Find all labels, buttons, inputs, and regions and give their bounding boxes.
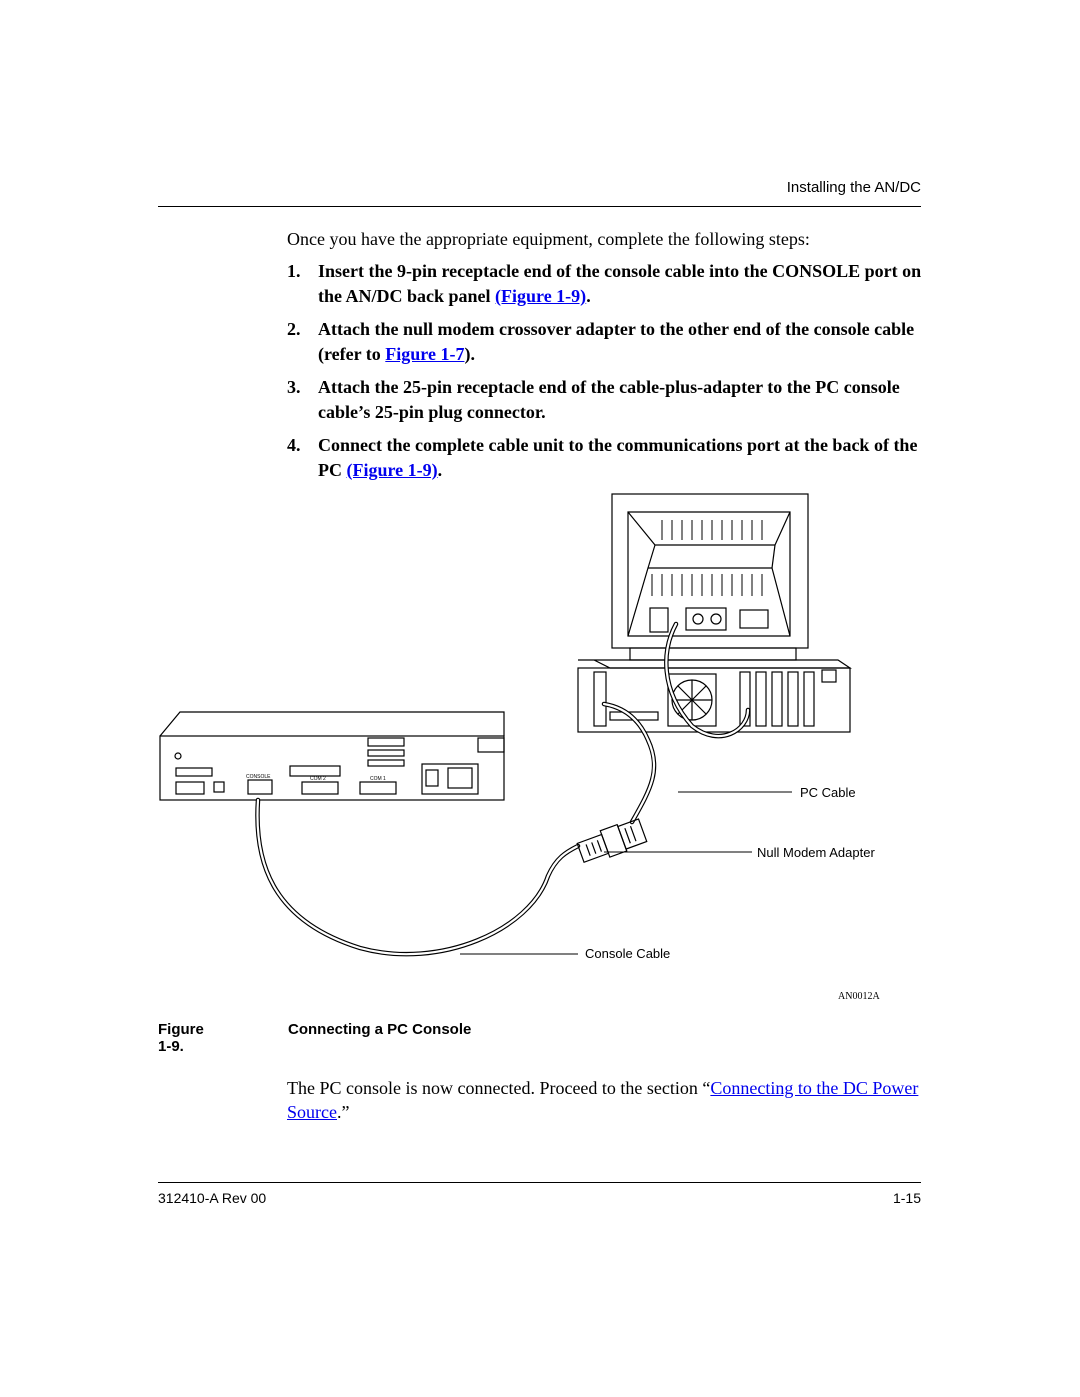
- doc-number: 312410-A Rev 00: [158, 1190, 267, 1206]
- caption-number: Figure 1-9.: [158, 1021, 204, 1055]
- intro-paragraph: Once you have the appropriate equipment, complete the following steps:: [287, 229, 810, 249]
- step-item: [287, 259, 927, 309]
- step-text: Attach the null modem crossover adapter to the other end of the console cable (refer to: [318, 319, 915, 364]
- step-text: Connect the complete cable unit to the communications port at the back of the PC: [318, 435, 918, 480]
- null-modem-label: Null Modem Adapter: [757, 845, 875, 860]
- andc-device-icon: [160, 712, 504, 800]
- console-cable-label: Console Cable: [585, 946, 671, 961]
- null-modem-adapter-icon: [576, 817, 648, 866]
- step-list: [287, 259, 927, 491]
- step-number: 4.: [287, 435, 301, 455]
- figure-link[interactable]: (Figure 1-9): [495, 286, 587, 306]
- console-port-label: CONSOLE: [246, 774, 271, 780]
- step-punct: .: [586, 286, 591, 306]
- step-item: [287, 317, 927, 367]
- step-item: [287, 433, 927, 483]
- pc-cable: [604, 704, 654, 822]
- closing-paragraph: [287, 1076, 927, 1124]
- step-text: Insert the 9-pin receptacle end of the console cable into the CONSOLE port on the AN/DC back panel: [318, 261, 922, 306]
- figure-link[interactable]: (Figure 1-9): [346, 460, 438, 480]
- monitor-icon: [612, 494, 808, 660]
- art-id-label: AN0012A: [838, 991, 880, 1002]
- step-item: [287, 375, 927, 425]
- pc-case-icon: [578, 660, 850, 732]
- caption-title: Connecting a PC Console: [288, 1021, 472, 1038]
- step-number: 2.: [287, 319, 301, 339]
- closing-text: The PC console is now connected. Proceed to the section “: [287, 1078, 711, 1098]
- footer-rule: [158, 1182, 921, 1183]
- connection-illustration: [150, 490, 910, 1010]
- header-rule: [158, 206, 921, 207]
- section-link[interactable]: Connecting to the DC Power Source: [287, 1078, 919, 1122]
- com2-port-label: COM 2: [310, 776, 326, 782]
- com1-port-label: COM 1: [370, 776, 386, 782]
- step-text: Attach the 25-pin receptacle end of the cable-plus-adapter to the PC console cable’s 25-pin plug connector.: [318, 377, 900, 422]
- step-number: 3.: [287, 377, 301, 397]
- closing-punct: .”: [336, 1102, 350, 1122]
- step-punct: .: [437, 460, 443, 480]
- console-cable: [257, 800, 578, 954]
- pc-cable-label: PC Cable: [800, 785, 856, 800]
- step-punct: ).: [464, 344, 475, 364]
- page-number: 1-15: [892, 1190, 921, 1206]
- step-number: 1.: [287, 261, 301, 281]
- figure-link[interactable]: Figure 1-7: [385, 344, 465, 364]
- running-header: Installing the AN/DC: [786, 179, 921, 196]
